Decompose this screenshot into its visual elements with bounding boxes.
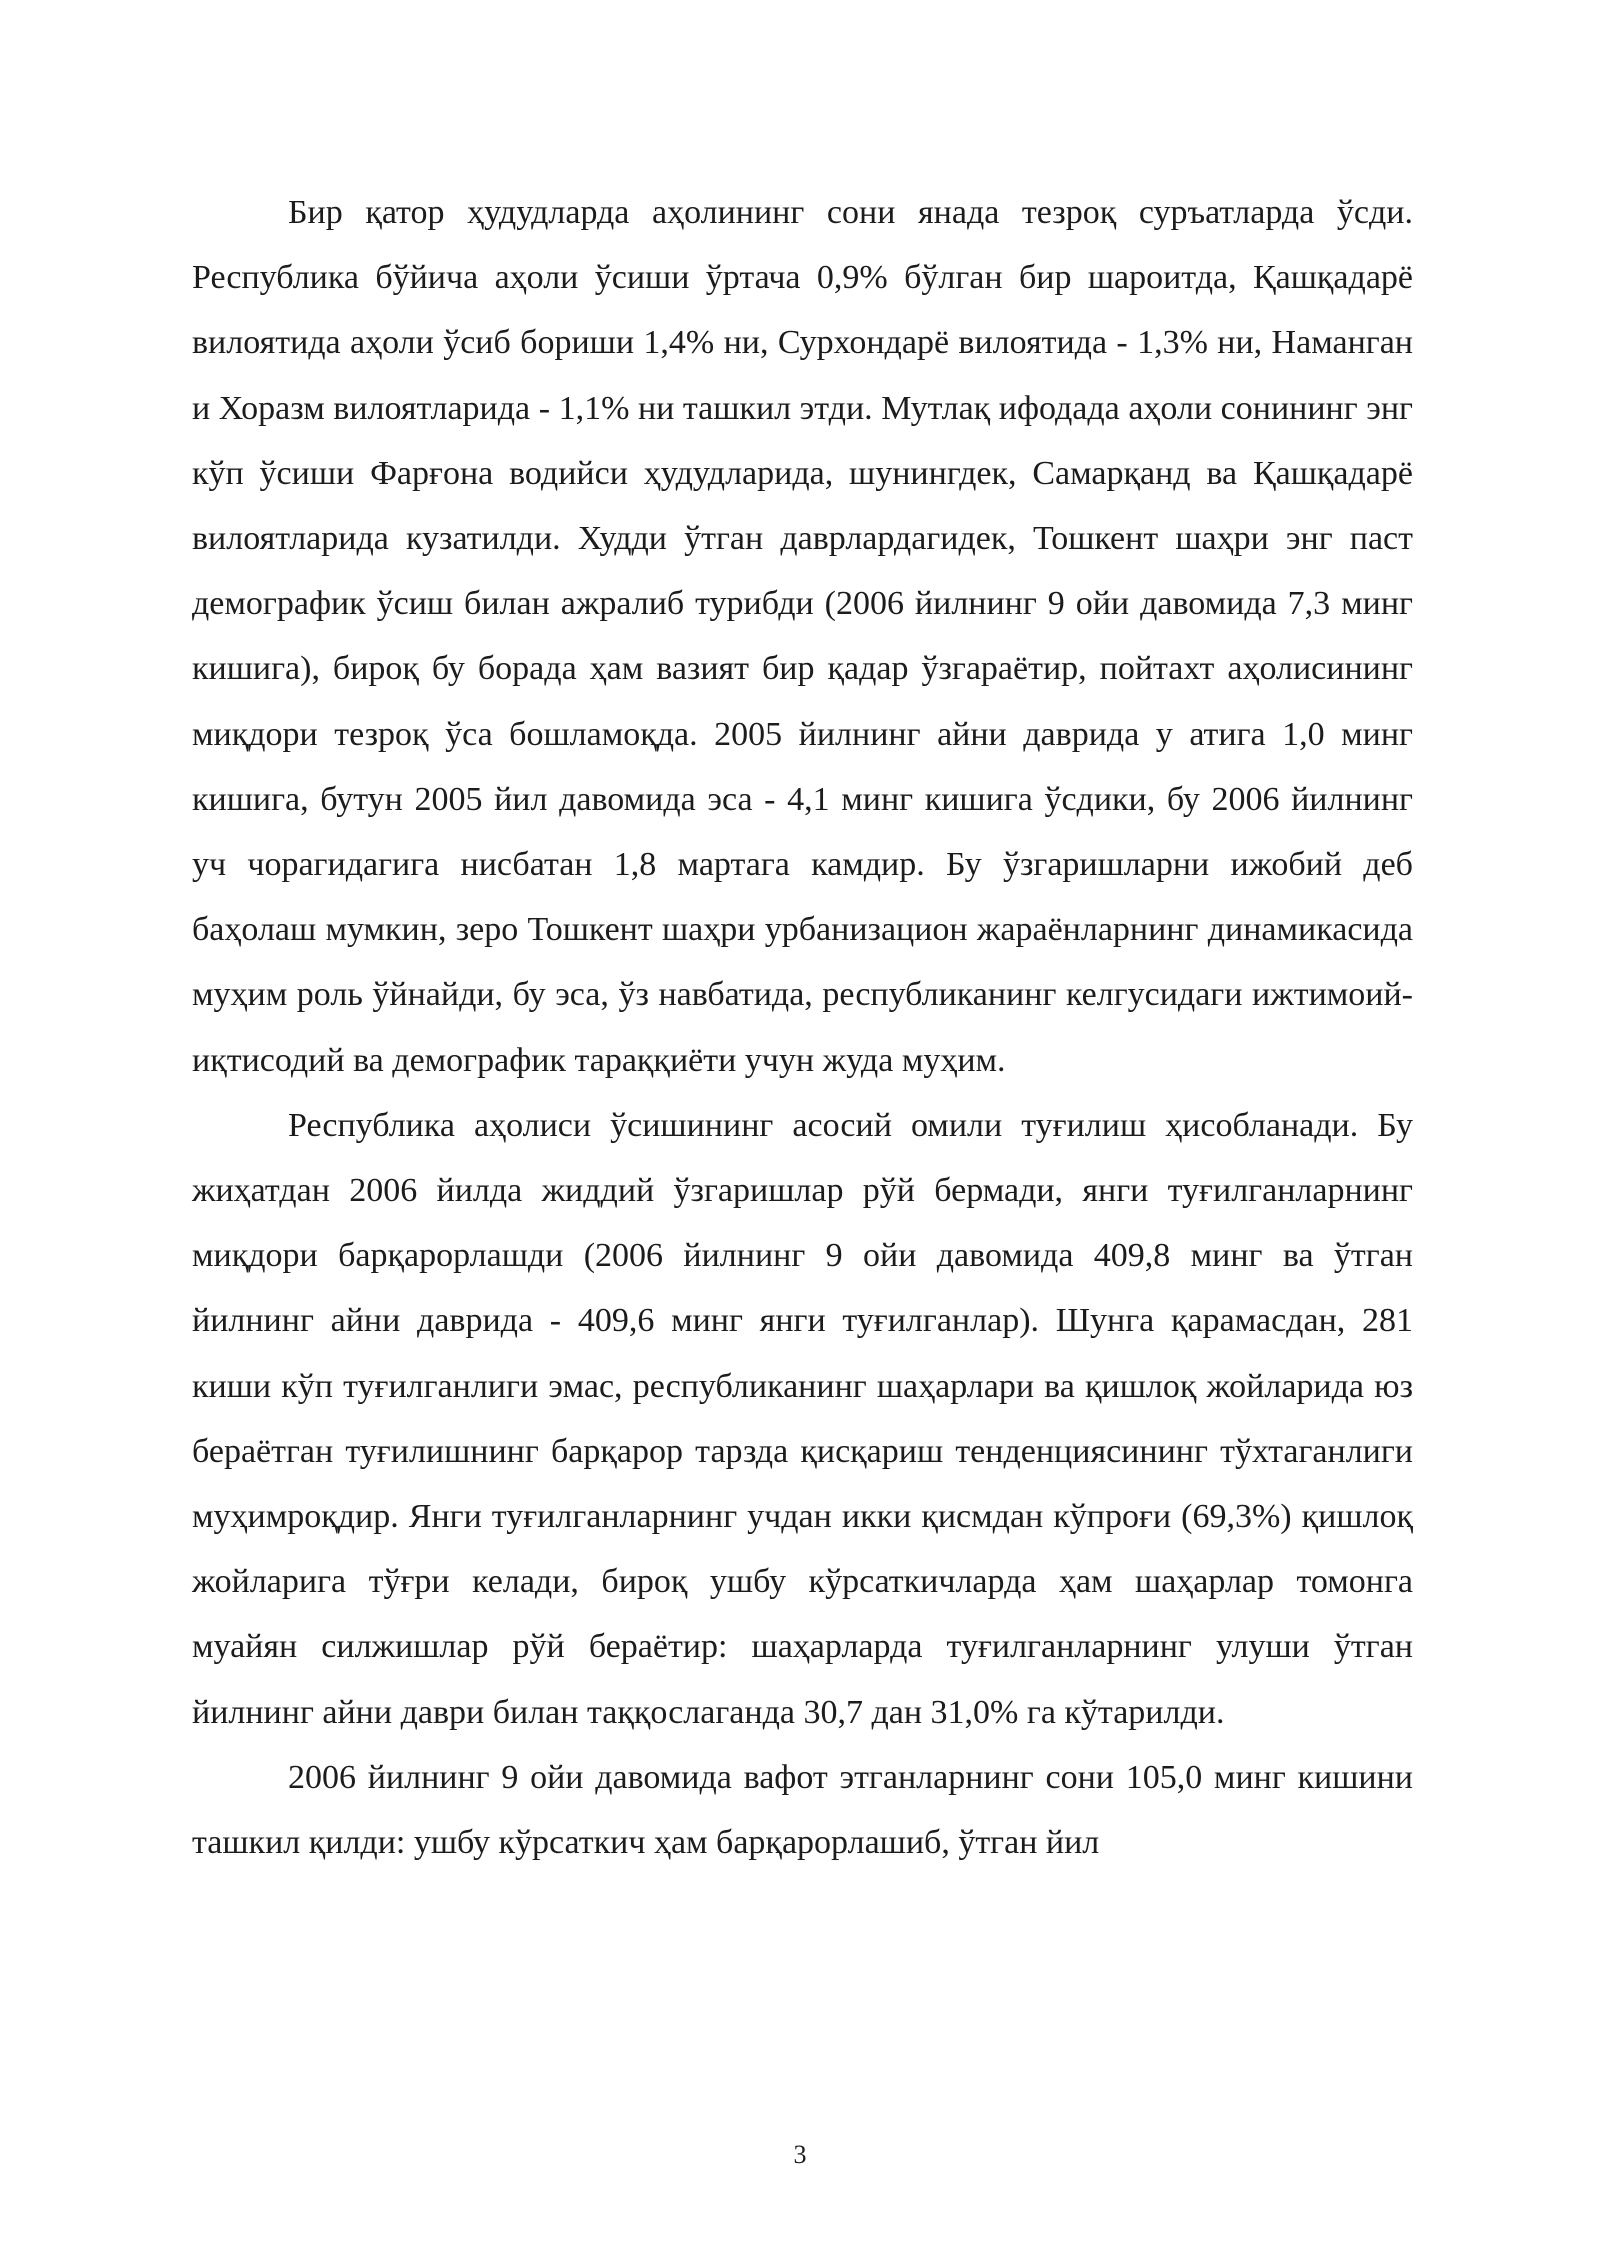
page-number: 3 xyxy=(793,2140,807,2169)
paragraph-1: Бир қатор ҳудудларда аҳолининг сони янада тезроқ суръатларда ўсди. Республика бўйича аҳоли ўсиши ўртача 0,9% бўлган бир шароитда, Қашқадарё вилоятида аҳоли ўсиб бориши 1,4% ни, Сурхондарё вилоятида - 1,3% ни, Наманган и Хоразм вилоятларида - 1,1% ни ташкил этди. Мутлақ ифодада аҳоли сонининг энг кўп ўсиши Фарғона водийси ҳудудларида, шунингдек, Самарқанд ва Қашқадарё вилоятларида кузатилди. Худди ўтган даврлардагидек, Тошкент шаҳри энг паст демографик ўсиш билан ажралиб турибди (2006 йилнинг 9 ойи давомида 7,3 минг кишига), бироқ бу борада ҳам вазият бир қадар ўзгараётир, пойтахт аҳолисининг миқдори тезроқ ўса бошламоқда. 2005 йилнинг айни даврида у атига 1,0 минг кишига, бутун 2005 йил давомида эса - 4,1 минг кишига ўсдики, бу 2006 йилнинг уч чорагидагига нисбатан 1,8 мартага камдир. Бу ўзгаришларни ижобий деб баҳолаш мумкин, зеро Тошкент шаҳри урбанизацион жараёнларнинг динамикасида муҳим роль ўйнайди, бу эса, ўз навбатида, республиканинг келгусидаги ижтимоий-иқтисодий ва демографик тараққиёти учун жуда муҳим. xyxy=(192,194,1413,1079)
paragraph-3: 2006 йилнинг 9 ойи давомида вафот этганларнинг сони 105,0 минг кишини ташкил қилди: ушбу кўрсаткич ҳам барқарорлашиб, ўтган йил xyxy=(192,1758,1413,1862)
body-text xyxy=(192,180,1413,1875)
paragraph-2: Республика аҳолиси ўсишининг асосий омили туғилиш ҳисобланади. Бу жиҳатдан 2006 йилда жиддий ўзгаришлар рўй бермади, янги туғилганларнинг миқдори барқарорлашди (2006 йилнинг 9 ойи давомида 409,8 минг ва ўтган йилнинг айни даврида - 409,6 минг янги туғилганлар). Шунга қарамасдан, 281 киши кўп туғилганлиги эмас, республиканинг шаҳарлари ва қишлоқ жойларида юз бераётган туғилишнинг барқарор тарзда қисқариш тенденциясининг тўхтаганлиги муҳимроқдир. Янги туғилганларнинг учдан икки қисмдан кўпроғи (69,3%) қишлоқ жойларига тўғри келади, бироқ ушбу кўрсаткичларда ҳам шаҳарлар томонга муайян силжишлар рўй бераётир: шаҳарларда туғилганларнинг улуши ўтган йилнинг айни даври билан таққослаганда 30,7 дан 31,0% га кўтарилди. xyxy=(192,1106,1413,1731)
